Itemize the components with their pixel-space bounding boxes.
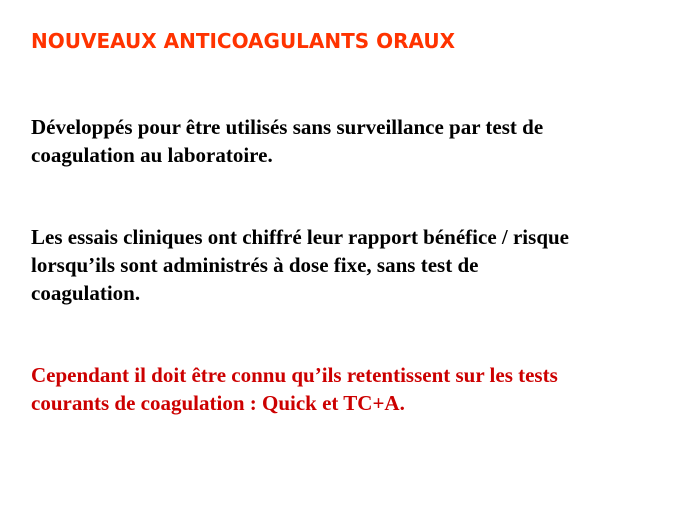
- paragraph-line: coagulation au laboratoire.: [31, 143, 273, 167]
- paragraph-line: Développés pour être utilisés sans surveillance par test de: [31, 115, 544, 139]
- paragraph-line: Cependant il doit être connu qu’ils retentissent sur les tests: [31, 363, 558, 387]
- paragraph-line: courants de coagulation : Quick et TC+A.: [31, 391, 405, 415]
- paragraph-line: Les essais cliniques ont chiffré leur rapport bénéfice / risque: [31, 225, 569, 249]
- paragraph-line: coagulation.: [31, 281, 141, 305]
- slide-title: NOUVEAUX ANTICOAGULANTS ORAUX: [31, 29, 456, 53]
- paragraph-development: [31, 113, 661, 169]
- paragraph-clinical-trials: [31, 223, 661, 307]
- paragraph-line: lorsqu’ils sont administrés à dose fixe, sans test de: [31, 253, 479, 277]
- paragraph-warning: [31, 361, 661, 417]
